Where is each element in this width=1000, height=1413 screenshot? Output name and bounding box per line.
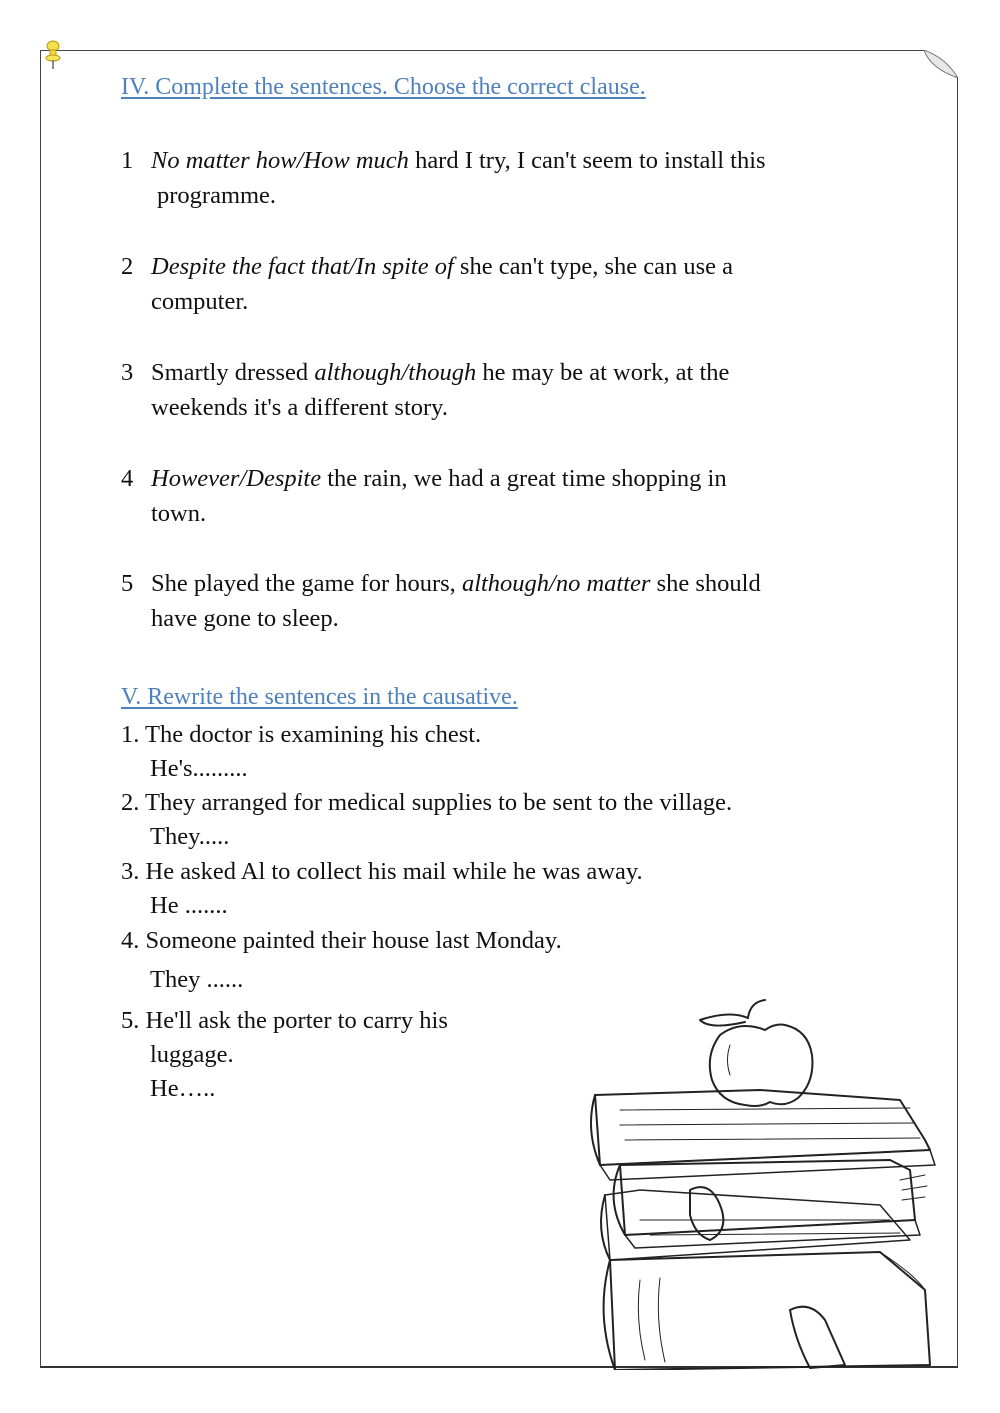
rewrite-item-1 (121, 718, 881, 786)
exercise-item-5 (121, 566, 881, 636)
item-number: 4 (121, 465, 134, 492)
rewrite-answer[interactable]: They ...... (150, 966, 244, 993)
item-text-post: the rain, we had a great time shopping in (321, 465, 727, 492)
item-text-post: hard I try, I can't seem to install this (408, 147, 766, 174)
rewrite-question: 1. The doctor is examining his chest. (121, 721, 482, 748)
section-5-heading: V. Rewrite the sentences in the causative. (121, 684, 518, 710)
rewrite-item-4 (121, 924, 881, 997)
item-options[interactable]: No matter how/How much (151, 147, 409, 174)
item-text-pre: She played the game for hours, (151, 570, 462, 597)
rewrite-answer[interactable]: He ....... (150, 892, 228, 919)
rewrite-question-continued: luggage. (150, 1041, 234, 1068)
item-number: 2 (121, 253, 134, 280)
item-number: 3 (121, 359, 134, 386)
rewrite-answer[interactable]: They..... (150, 823, 230, 850)
rewrite-question: 5. He'll ask the porter to carry his (121, 1007, 448, 1034)
item-text-pre: Smartly dressed (151, 359, 315, 386)
item-options[interactable]: Despite the fact that/In spite of (151, 253, 454, 280)
item-text-continued: programme. (157, 182, 277, 209)
item-number: 1 (121, 147, 134, 174)
rewrite-question: 4. Someone painted their house last Monday. (121, 927, 562, 954)
item-text-post: she can't type, she can use a (453, 253, 734, 280)
exercise-item-1 (121, 143, 881, 213)
pushpin-icon (44, 40, 62, 70)
rewrite-answer[interactable]: He's......... (150, 755, 248, 782)
item-number: 5 (121, 570, 134, 597)
rewrite-item-2 (121, 786, 881, 854)
item-text-continued: weekends it's a different story. (151, 394, 448, 421)
item-options[interactable]: although/though (314, 359, 477, 386)
item-text-continued: computer. (151, 288, 249, 315)
rewrite-answer[interactable]: He….. (150, 1075, 216, 1102)
exercise-item-4 (121, 461, 881, 531)
item-text-post: she should (650, 570, 761, 597)
rewrite-question: 3. He asked Al to collect his mail while he was away. (121, 858, 643, 885)
item-options[interactable]: although/no matter (461, 570, 651, 597)
page-curl-icon (924, 50, 958, 78)
books-apple-illustration (580, 990, 950, 1370)
item-text-post: he may be at work, at the (476, 359, 730, 386)
rewrite-item-3 (121, 855, 881, 923)
exercise-item-2 (121, 249, 881, 319)
item-options[interactable]: However/Despite (151, 465, 322, 492)
item-text-continued: have gone to sleep. (151, 605, 339, 632)
rewrite-question: 2. They arranged for medical supplies to be sent to the village. (121, 789, 733, 816)
item-text-continued: town. (151, 500, 207, 527)
section-4-heading: IV. Complete the sentences. Choose the correct clause. (121, 74, 646, 100)
exercise-item-3 (121, 355, 881, 425)
